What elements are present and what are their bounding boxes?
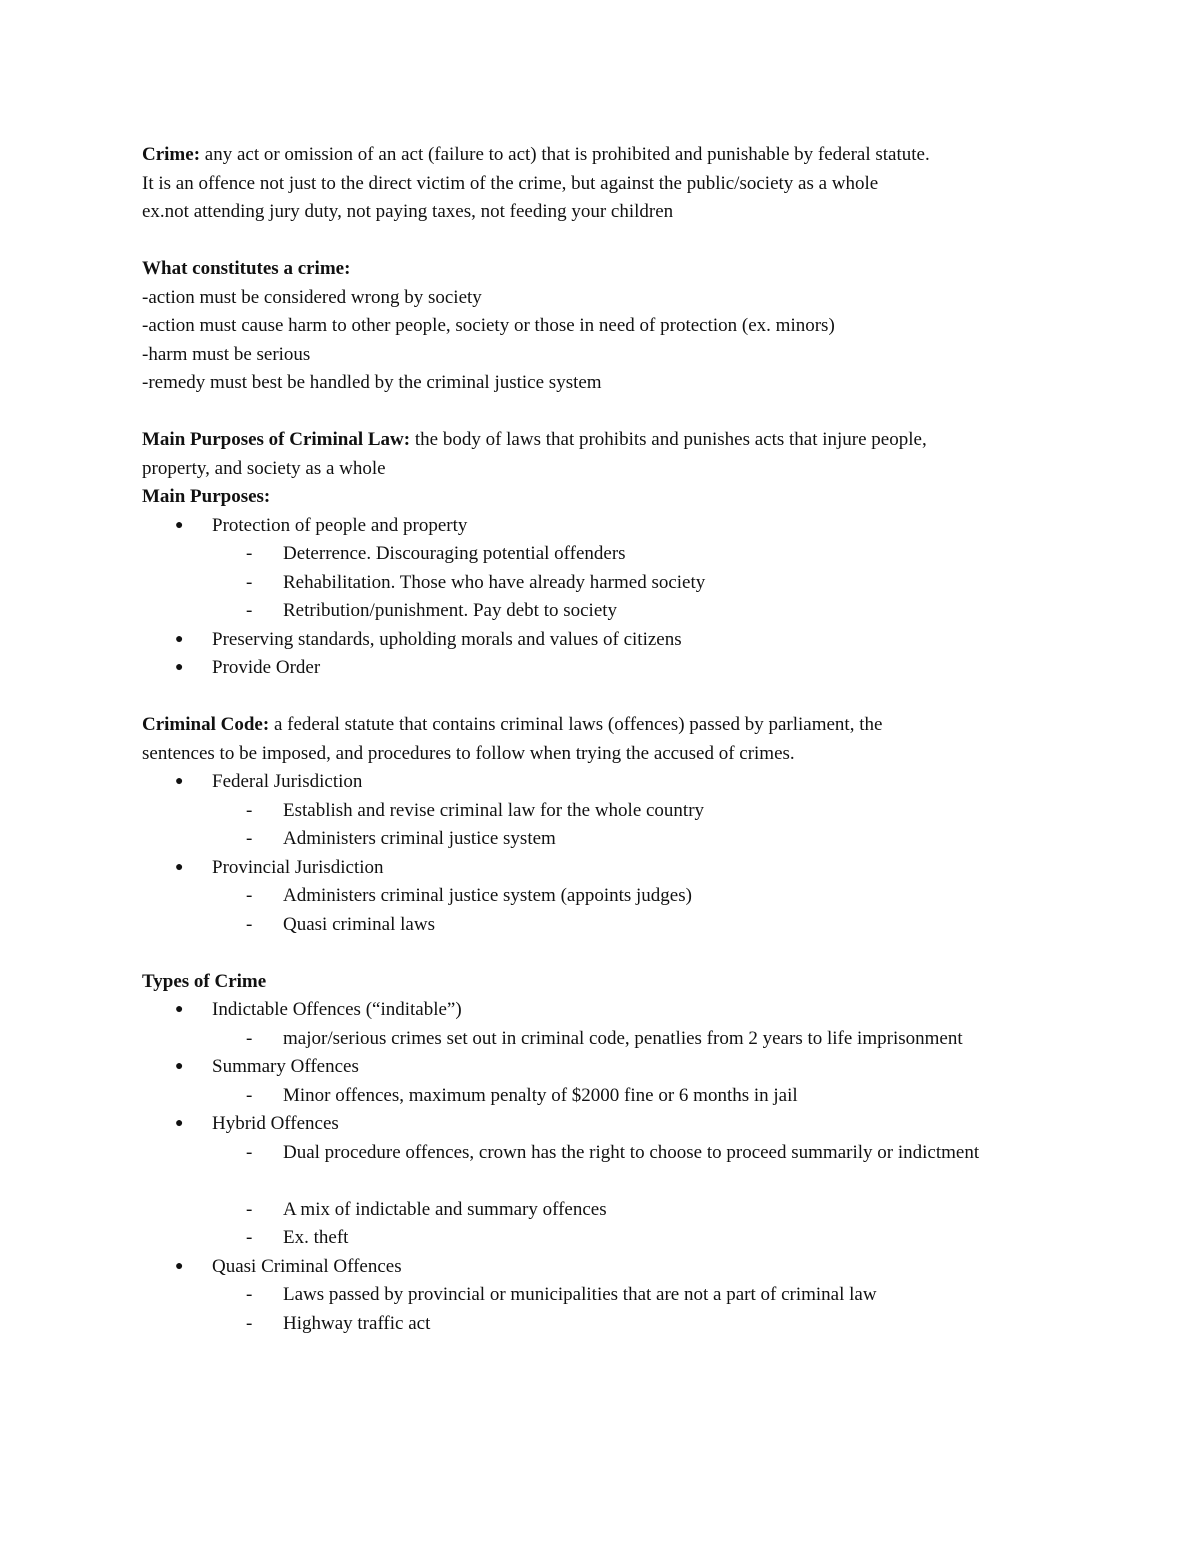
list-item: ● Provincial Jurisdiction [142, 854, 1142, 883]
dash-icon: - [246, 1312, 253, 1334]
sub-list-item: - Dual procedure offences, crown has the right to choose to proceed summarily or indictment [142, 1139, 1142, 1196]
dash-icon: - [246, 1198, 253, 1220]
list-item: ● Preserving standards, upholding morals and values of citizens [142, 626, 1142, 655]
purposes-subheading: Main Purposes: [142, 486, 271, 507]
bullet-icon: ● [175, 1059, 184, 1074]
list-item: ● Indictable Offences (“inditable”) [142, 996, 1142, 1025]
bullet-icon: ● [175, 774, 184, 789]
bullet-icon: ● [175, 1116, 184, 1131]
bullet-icon: ● [175, 660, 184, 675]
dash-icon: - [246, 1084, 253, 1106]
sub-list-item: - Laws passed by provincial or municipalities that are not a part of criminal law [142, 1281, 1142, 1310]
bullet-icon: ● [175, 517, 184, 533]
document-body [142, 141, 1142, 1338]
crime-line-3: ex.not attending jury duty, not paying taxes, not feeding your children [142, 201, 674, 222]
constitutes-heading: What constitutes a crime: [142, 258, 351, 279]
list-item: ● Quasi Criminal Offences [142, 1253, 1142, 1282]
sub-list-item: - Ex. theft [142, 1224, 1142, 1253]
dash-icon: - [246, 913, 253, 935]
sub-list-item: - Administers criminal justice system (appoints judges) [142, 882, 1142, 911]
sub-list-item: - Retribution/punishment. Pay debt to society [142, 597, 1142, 626]
dash-icon: - [246, 1027, 253, 1049]
bullet-icon: ● [175, 859, 184, 875]
sub-list-item: - Establish and revise criminal law for the whole country [142, 797, 1142, 826]
constitutes-item: -remedy must best be handled by the criminal justice system [142, 372, 602, 393]
sub-list-item: - A mix of indictable and summary offences [142, 1196, 1142, 1225]
list-item: ● Provide Order [142, 654, 1142, 683]
dash-icon: - [246, 1284, 253, 1305]
crime-line-2: It is an offence not just to the direct victim of the crime, but against the public/society as a whole [142, 172, 879, 194]
code-heading: Criminal Code: [142, 714, 270, 735]
purposes-definition-2: property, and society as a whole [142, 457, 386, 479]
list-item: ● Hybrid Offences [142, 1110, 1142, 1139]
sub-list-item: - Highway traffic act [142, 1310, 1142, 1339]
constitutes-item: -action must cause harm to other people, society or those in need of protection (ex. minors) [142, 315, 835, 336]
dash-icon: - [246, 1141, 253, 1163]
list-item: ● Federal Jurisdiction [142, 768, 1142, 797]
code-definition-2: sentences to be imposed, and procedures to follow when trying the accused of crimes. [142, 742, 795, 764]
dash-icon: - [246, 1227, 253, 1248]
bullet-icon: ● [175, 1002, 184, 1017]
dash-icon: - [246, 571, 253, 593]
list-item: ● Summary Offences [142, 1053, 1142, 1082]
constitutes-item: -harm must be serious [142, 343, 311, 365]
bullet-icon: ● [175, 1258, 184, 1274]
types-heading: Types of Crime [142, 970, 267, 992]
bullet-icon: ● [175, 631, 184, 647]
sub-list-item: - Quasi criminal laws [142, 911, 1142, 940]
sub-list-item: - Minor offences, maximum penalty of $2000 fine or 6 months in jail [142, 1082, 1142, 1111]
dash-icon: - [246, 600, 253, 621]
dash-icon: - [246, 885, 253, 906]
dash-icon: - [246, 799, 253, 821]
crime-definition: Crime: any act or omission of an act (failure to act) that is prohibited and punishable by federal statute. [142, 144, 930, 165]
purposes-definition: Main Purposes of Criminal Law: the body of laws that prohibits and punishes acts that injure people, [142, 429, 927, 450]
list-item: ● Protection of people and property [142, 512, 1142, 541]
sub-list-item: - Deterrence. Discouraging potential offenders [142, 540, 1142, 569]
constitutes-item: -action must be considered wrong by society [142, 286, 482, 308]
dash-icon: - [246, 828, 253, 849]
sub-list-item: - Rehabilitation. Those who have already harmed society [142, 569, 1142, 598]
sub-list-item: - major/serious crimes set out in criminal code, penatlies from 2 years to life imprisonment [142, 1025, 1142, 1054]
crime-heading: Crime: [142, 144, 201, 165]
dash-icon: - [246, 543, 253, 564]
code-definition: Criminal Code: a federal statute that contains criminal laws (offences) passed by parliament, the [142, 714, 883, 735]
sub-list-item: - Administers criminal justice system [142, 825, 1142, 854]
purposes-heading: Main Purposes of Criminal Law: [142, 429, 411, 450]
